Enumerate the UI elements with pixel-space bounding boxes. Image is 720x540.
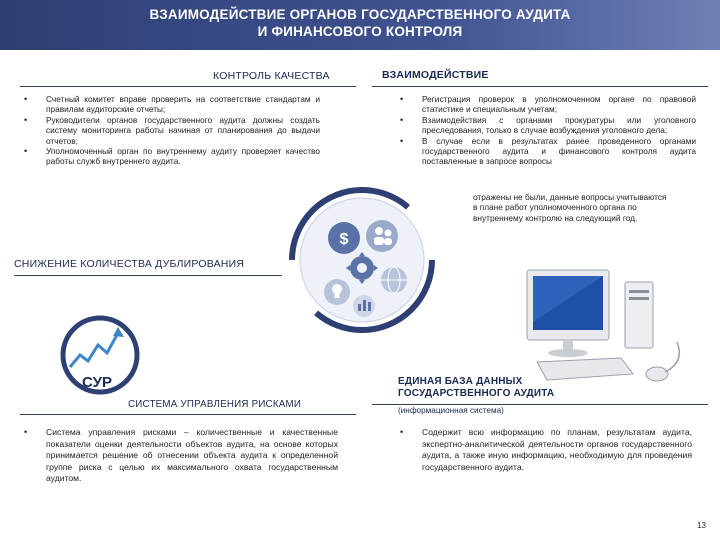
risk-logo-text: СУР — [82, 374, 112, 391]
database-list — [400, 427, 692, 473]
quality-list — [24, 94, 320, 167]
chart-icon — [353, 295, 375, 317]
dollar-icon — [328, 222, 360, 254]
page-title-line-1: ВЗАИМОДЕЙСТВИЕ ОРГАНОВ ГОСУДАРСТВЕННОГО АУДИТА — [149, 7, 571, 22]
lightbulb-icon — [324, 279, 350, 305]
quality-item-1: • Счетный комитет вправе проверить на соответствие стандартам и правилам аудиторские отчеты; — [24, 94, 320, 115]
interaction-item-3: • В случае если в результатах ранее проведенного органами государственного аудита и финансового контроля аудита поставленные в запросе вопросы — [400, 136, 696, 167]
database-item-1: • Содержит всю информацию по планам, результатам аудита, экспертно-аналитической деятельности органов государственного аудита, а также иную информацию, необходимую для проведения государственного аудита. — [400, 427, 692, 473]
risk-list — [24, 427, 338, 485]
database-subheading: (информационная система) — [398, 406, 504, 415]
interaction-item-2: • Взаимодействия с органами прокуратуры или уголовного преследования, только в случае возбуждения уголовного дела; — [400, 115, 696, 136]
interaction-item-1: • Регистрация проверок в уполномоченном органе по правовой статистике и специальным учетам; — [400, 94, 696, 115]
quality-item-3: • Уполномоченный орган по внутреннему аудиту проверяет качество работы служб внутреннего аудита. — [24, 146, 320, 167]
globe-icon — [381, 267, 407, 293]
mouse — [646, 367, 668, 381]
database-heading — [398, 376, 554, 400]
title-banner — [0, 0, 720, 50]
interaction-list — [400, 94, 696, 167]
central-icon-cluster — [282, 180, 442, 340]
page-title — [0, 6, 720, 40]
interaction-heading: ВЗАИМОДЕЙСТВИЕ — [382, 69, 489, 81]
quality-item-2: • Руководители органов государственного аудита должны создать систему мониторинга работы начиная от планирования до выдачи отчетов; — [24, 115, 320, 146]
people-icon — [366, 220, 398, 252]
duplication-divider — [14, 275, 282, 276]
page-title-line-2: И ФИНАНСОВОГО КОНТРОЛЯ — [257, 24, 463, 39]
quality-divider — [20, 86, 356, 87]
risk-divider — [20, 414, 356, 415]
risk-item-1: • Система управления рисками – количественные и качественные показатели оценки деятельности объектов аудита, на основе которых принимается решение об отнесении объекта аудита к определенной группе риска с целью их максимального охвата государственным аудитом. — [24, 427, 338, 485]
quality-heading: КОНТРОЛЬ КАЧЕСТВА — [213, 70, 330, 82]
interaction-divider — [372, 86, 708, 87]
interaction-continuation: отражены не были, данные вопросы учитываются в плане работ уполномоченного органа по внутреннему контролю на следующий год. — [473, 192, 667, 223]
risk-heading: СИСТЕМА УПРАВЛЕНИЯ РИСКАМИ — [128, 399, 302, 410]
svg-text:$: $ — [339, 231, 349, 248]
database-divider — [372, 404, 708, 405]
duplication-heading: СНИЖЕНИЕ КОЛИЧЕСТВА ДУБЛИРОВАНИЯ — [14, 258, 245, 270]
page-number: 13 — [697, 521, 706, 530]
database-heading-line-2: ГОСУДАРСТВЕННОГО АУДИТА — [398, 388, 555, 399]
database-heading-line-1: ЕДИНАЯ БАЗА ДАННЫХ — [398, 376, 523, 387]
